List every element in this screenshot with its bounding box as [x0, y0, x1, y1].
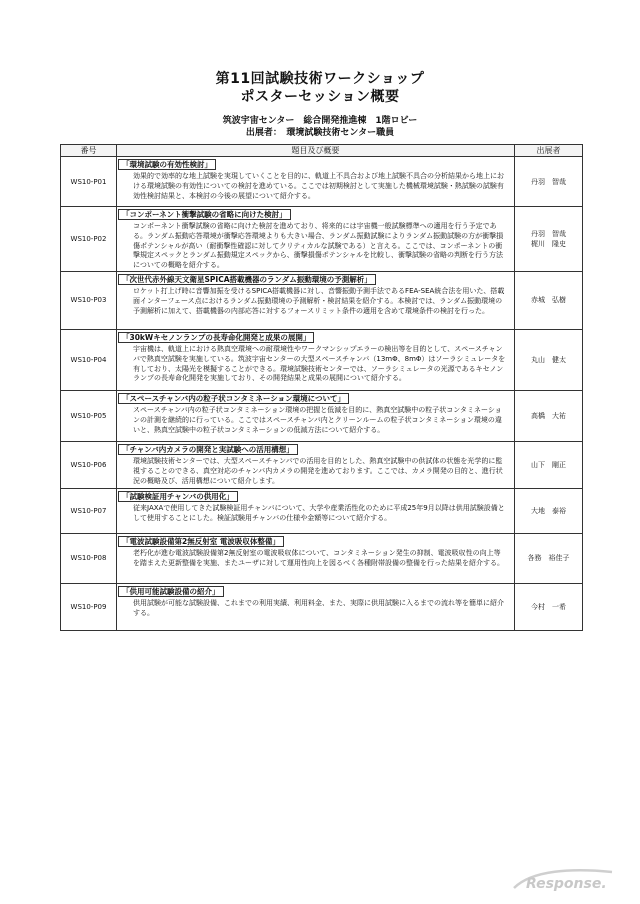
table-row [61, 207, 583, 272]
row-title: 「30kWキセノンランプの長寿命化開発と成果の展開」 [118, 332, 314, 343]
row-content [117, 488, 515, 533]
row-title: 「供用可能試験設備の紹介」 [118, 586, 224, 597]
row-title: 「スペースチャンバ内の粒子状コンタミネーション環境について」 [118, 393, 349, 404]
row-number: WS10-P02 [61, 207, 117, 272]
table-row [61, 271, 583, 329]
row-content [117, 329, 515, 390]
row-title: 「次世代赤外線天文衛星SPICA搭載機器のランダム振動環境の予測解析」 [118, 274, 376, 285]
row-title: 「試験検証用チャンバの供用化」 [118, 491, 238, 502]
row-presenter: 高橋 大祐 [515, 390, 583, 441]
poster-schedule-table [60, 144, 583, 631]
table-row [61, 583, 583, 630]
row-number: WS10-P06 [61, 441, 117, 488]
table-row [61, 329, 583, 390]
row-number: WS10-P07 [61, 488, 117, 533]
row-summary: 効果的で効率的な地上試験を実現していくことを目的に、軌道上不具合および地上試験不具合の分析結果から地上における環境試験の有効性についての検討を進めている。ここでは初期検討として実施した機械環境試験・熱試験の試験有効性検討結果と、本検討の今後の展望について紹介する。 [133, 172, 504, 200]
row-content [117, 441, 515, 488]
row-summary: 環境試験技術センターでは、大型スペースチャンバでの活用を目的とした、熱真空試験中の供試体の状態を光学的に監視することのできる、真空対応のチャンバ内カメラの開発を進めております。ここでは、カメラ開発の目的と、進行状況の概略及び、活用構想について紹介します。 [133, 456, 503, 485]
row-content [117, 271, 515, 329]
row-number: WS10-P09 [61, 583, 117, 630]
presenters-line: 出展者： 環境試験技術センター職員 [245, 128, 395, 138]
row-title: 「チャンバ内カメラの開発と実試験への活用構想」 [118, 444, 298, 455]
row-presenter: 丹羽 智哉 [515, 157, 583, 207]
row-summary: 宇宙機は、軌道上における熱真空環境への耐環境性やワークマンシップエラーの検出等を目的として、スペースチャンバで熱真空試験を実施している。筑波宇宙センターの大型スペースチャンバ（13mΦ、8mΦ）はソーラシミュレータを有しており、太陽光を模擬することができる。環境試験技術センターでは、ソーラシミュレータの光源であるキセノンランプの長寿命化開発を実施しており、その開発結果と成果の展開について紹介する。 [133, 344, 506, 383]
watermark-text: Response. [526, 876, 607, 892]
row-number: WS10-P01 [61, 157, 117, 207]
row-presenter: 山下 剛正 [515, 441, 583, 488]
row-title: 「電波試験設備第2無反射室 電波吸収体整備」 [118, 536, 284, 547]
table-row [61, 157, 583, 207]
page-title-line1: 第11回試験技術ワークショップ [215, 71, 425, 87]
row-presenter: 赤城 弘樹 [515, 271, 583, 329]
row-presenter: 今村 一希 [515, 583, 583, 630]
row-number: WS10-P08 [61, 533, 117, 583]
row-presenter: 各務 裕佳子 [515, 533, 583, 583]
row-content [117, 533, 515, 583]
venue-line: 筑波宇宙センター 総合開発推進棟 1階ロビー [222, 116, 418, 126]
row-presenter: 丸山 健太 [515, 329, 583, 390]
row-summary: 供用試験が可能な試験設備、これまでの利用実績、利用料金、また、実際に供用試験に入るまでの流れ等を簡単に紹介する。 [133, 598, 504, 617]
row-summary: コンポーネント衝撃試験の省略に向けた検討を進めており、将来的には宇宙機一般試験標準への適用を行う予定である。ランダム振動応答環境が衝撃応答環境よりも大きい場合、ランダム振動試験によりランダム振動試験の方が衝撃損傷ポテンシャルが高い（耐衝撃性確認に対してクリティカルな試験である）と言える。ここでは、コンポーネントの衝撃規定スペックとランダム振動規定スペックから、衝撃損傷ポテンシャルを比較し、衝撃試験の省略の判断を行う方法についての概略を紹介する。 [133, 222, 504, 270]
row-summary: 老朽化が進む電波試験設備第2無反射室の電波吸収体について、コンタミネーション発生の抑制、電波吸収性の向上等を踏まえた更新整備を実施、またユーザに対して運用性向上を図るべく各種附帯設備の整備を行った結果を紹介する。 [133, 548, 504, 567]
table-row [61, 390, 583, 441]
response-watermark-logo [512, 866, 622, 894]
table-header-row [61, 145, 583, 157]
row-summary: ロケット打上げ時に音響加振を受けるSPICA搭載機器に対し、音響振動予測手法であるFEA-SEA統合法を用いた、搭載面インターフェース点におけるランダム振動環境の予測解析・検討結果を紹介する。本検討では、ランダム振動環境の予測解析に加えて、搭載機器の内部応答に対するフォースリミット条件の適用を含めて環境条件の検討を行った。 [133, 286, 505, 315]
row-title: 「コンポーネント衝撃試験の省略に向けた検討」 [118, 209, 291, 220]
table-row [61, 533, 583, 583]
col-header-number: 番号 [61, 145, 117, 157]
col-header-title: 題目及び概要 [117, 145, 515, 157]
row-summary: 従来JAXAで使用してきた試験検証用チャンバについて、大学や産業活性化のために平成25年9月以降は供用試験設備として使用することにした。検証試験用チャンバの仕様や金額等について紹介する。 [133, 503, 505, 522]
row-content [117, 390, 515, 441]
row-number: WS10-P04 [61, 329, 117, 390]
row-summary: スペースチャンバ内の粒子状コンタミネーション環境の把握と低減を目的に、熱真空試験中の粒子状コンタミネーションの計測を継続的に行っている。ここではスペースチャンバ内とクリーンルームの粒子状コンタミネーション環境の違いと、熱真空試験中の粒子状コンタミネーションの低減方法について紹介する。 [133, 405, 502, 434]
page-title-line2: ポスターセッション概要 [240, 89, 400, 105]
row-presenter: 丹羽 智哉 梶川 隆史 [515, 207, 583, 272]
row-presenter: 大地 泰裕 [515, 488, 583, 533]
row-content [117, 583, 515, 630]
row-title: 「環境試験の有効性検討」 [118, 159, 216, 170]
table-row [61, 441, 583, 488]
row-number: WS10-P05 [61, 390, 117, 441]
table-row [61, 488, 583, 533]
row-content [117, 157, 515, 207]
row-content [117, 207, 515, 272]
row-number: WS10-P03 [61, 271, 117, 329]
col-header-presenter: 出展者 [515, 145, 583, 157]
